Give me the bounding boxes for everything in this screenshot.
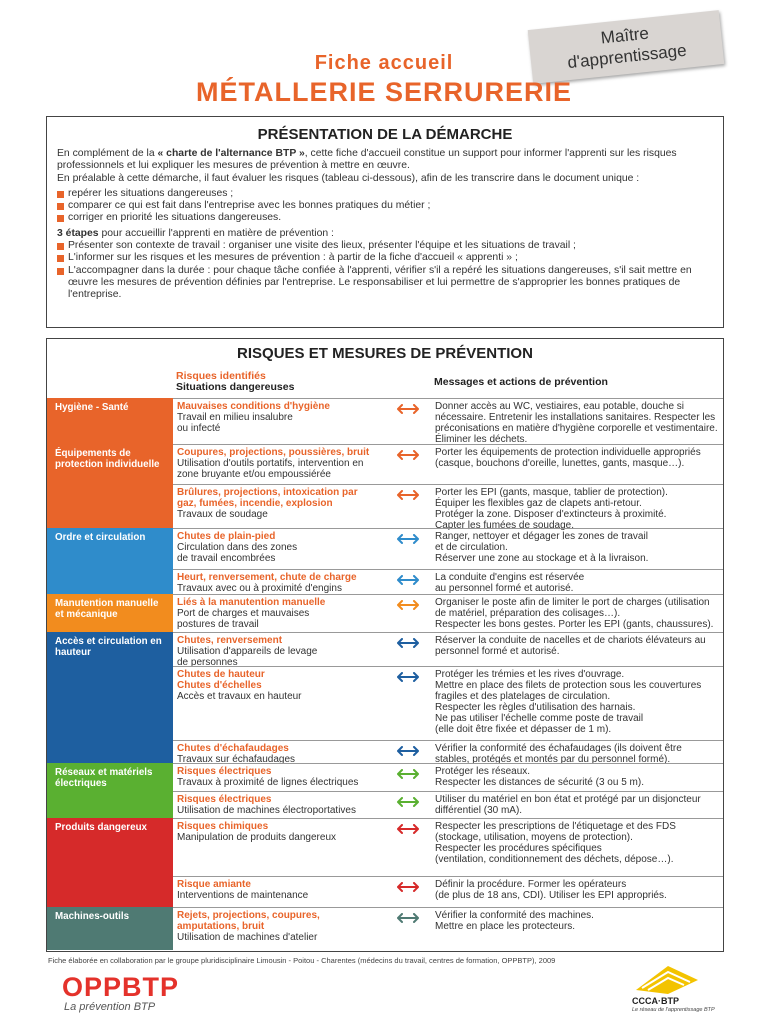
risk-title: Chutes, renversement <box>177 635 283 646</box>
credit-note: Fiche élaborée en collaboration par le groupe pluridisciplinaire Limousin - Poitou - Charentes (médecins du travail, centres de formation, OPPBTP), 2009 <box>48 956 556 965</box>
prevention-message: Ranger, nettoyer et dégager les zones de travail et de circulation. Réserver une zone au stockage et à la livraison. <box>435 531 649 564</box>
list-item: corriger en priorité les situations dangereuses. <box>57 212 715 224</box>
category-cell <box>47 398 173 444</box>
prevention-message: Vérifier la conformité des échafaudages (ils doivent être stables, protégés et montés par du personnel formé). <box>435 743 682 765</box>
category-cell <box>47 528 173 594</box>
table-row <box>173 818 723 877</box>
risk-situation: Utilisation d'appareils de levage de personnes <box>177 645 318 668</box>
category-label: Hygiène - Santé <box>55 402 129 413</box>
column-header-situations: Situations dangereuses <box>176 381 295 393</box>
prevention-message: Porter les EPI (gants, masque, tablier de protection). Équiper les flexibles gaz de clapets anti-retour. Protéger la zone. Disposer d'extincteurs à proximité. Capter les fumées de soudage. <box>435 487 668 531</box>
prevention-message: Porter les équipements de protection individuelle appropriés (casque, bouchons d'oreille, lunettes, gants, masque…). <box>435 447 701 469</box>
charte-name: « charte de l'alternance BTP » <box>157 148 305 159</box>
risk-situation: Travail en milieu insalubre ou infecté <box>177 411 293 434</box>
category-label: Accès et circulation en hauteur <box>55 636 162 658</box>
table-row <box>173 444 723 485</box>
double-arrow-icon <box>397 534 419 544</box>
risk-situation: Travaux à proximité de lignes électriques <box>177 776 359 788</box>
double-arrow-icon <box>397 638 419 648</box>
intro-paragraph <box>57 148 715 173</box>
badge-line-1: Maître <box>599 23 650 48</box>
table-row <box>173 398 723 445</box>
risk-title: Risques électriques <box>177 766 272 777</box>
risk-table-title: RISQUES ET MESURES DE PRÉVENTION <box>237 345 533 362</box>
risk-cell <box>177 795 377 817</box>
intro-paragraph-2: En préalable à cette démarche, il faut évaluer les risques (tableau ci-dessous), afin de les transcrire dans le document unique : <box>57 172 640 184</box>
risk-cell <box>177 822 377 844</box>
risk-table <box>46 338 724 952</box>
category-label: Produits dangereux <box>55 822 147 833</box>
category-label: Réseaux et matériels électriques <box>55 767 153 789</box>
category-cell <box>47 818 173 907</box>
steps-count: 3 étapes <box>57 227 99 239</box>
steps-heading <box>57 228 715 240</box>
risk-title: Coupures, projections, poussières, bruit <box>177 447 370 458</box>
prevention-message: Définir la procédure. Former les opérateurs (de plus de 18 ans, CDI). Utiliser les EPI appropriés. <box>435 879 667 901</box>
category-label: Ordre et circulation <box>55 532 146 543</box>
risk-situation: Port de charges et mauvaises postures de travail <box>177 607 310 630</box>
risk-situation: Interventions de maintenance <box>177 889 309 901</box>
page-subtitle: Fiche accueil <box>314 52 454 74</box>
list-item: L'accompagner dans la durée : pour chaque tâche confiée à l'apprenti, vérifier s'il a repéré les situations dangereuses, s'il sait mettre en œuvre les mesures de prévention définies par l'entreprise. Le responsabiliser et lui permettre de s'approprier les bonnes pratiques de l'entreprise. <box>57 265 715 302</box>
double-arrow-icon <box>397 600 419 610</box>
prevention-message: Donner accès au WC, vestiaires, eau potable, douche si nécessaire. Entretenir les installations sanitaires. Respecter les préconisations en matière d'hygiène corporelle et vestimentaire. Éliminer les déchets. <box>435 401 718 445</box>
intro-text-continued: , cette fiche d'accueil constitue un support pour informer l'apprenti sur les risques professionnels et lui expliquer les mesures de prévention à mettre en œuvre. <box>57 148 677 172</box>
risk-title: Risques chimiques <box>177 821 269 832</box>
ccca-logo-text: CCCA·BTP <box>632 996 679 1006</box>
double-arrow-icon <box>397 797 419 807</box>
risk-situation: Travaux avec ou à proximité d'engins <box>177 582 342 594</box>
risk-title: Risques électriques <box>177 794 272 805</box>
table-row <box>173 763 723 792</box>
category-label: Équipements de protection individuelle <box>55 448 160 470</box>
table-row <box>173 594 723 633</box>
double-arrow-icon <box>397 824 419 834</box>
table-row <box>173 484 723 531</box>
double-arrow-icon <box>397 490 419 500</box>
badge-line-2: d'apprentissage <box>566 40 688 73</box>
risk-cell <box>177 767 377 789</box>
double-arrow-icon <box>397 769 419 779</box>
risk-cell <box>177 402 377 435</box>
list-item: repérer les situations dangereuses ; <box>57 188 715 200</box>
risk-situation: Circulation dans des zones de travail encombrées <box>177 541 298 564</box>
risk-situation: Travaux de soudage <box>177 508 268 520</box>
table-row <box>173 876 723 908</box>
risk-cell <box>177 911 377 944</box>
double-arrow-icon <box>397 575 419 585</box>
double-arrow-icon <box>397 450 419 460</box>
risk-cell <box>177 573 377 595</box>
risk-cell <box>177 488 377 521</box>
prevention-message: Respecter les prescriptions de l'étiquetage et des FDS (stockage, utilisation, moyens de protection). Respecter les procédures spécifiques (ventilation, conditionnement des déchets, dépose…). <box>435 821 676 865</box>
risk-situation: Utilisation de machines électroportatives <box>177 804 356 816</box>
risk-title: Rejets, projections, coupures, amputations, bruit <box>177 910 320 932</box>
table-row <box>173 569 723 595</box>
category-label: Machines-outils <box>55 911 130 922</box>
category-cell <box>47 763 173 818</box>
risk-title: Chutes de plain-pied <box>177 531 276 542</box>
risk-title: Risque amiante <box>177 879 251 890</box>
presentation-section <box>46 116 724 328</box>
oppbtp-logo: OPPBTP <box>62 972 180 1002</box>
risk-title: Liés à la manutention manuelle <box>177 597 326 608</box>
risk-cell <box>177 880 377 902</box>
category-label: Manutention manuelle et mécanique <box>55 598 159 620</box>
risk-title: Chutes de hauteur Chutes d'échelles <box>177 669 265 691</box>
table-row <box>173 740 723 764</box>
table-row <box>173 666 723 741</box>
category-cell <box>47 594 173 632</box>
table-row <box>173 632 723 667</box>
table-row <box>173 528 723 570</box>
column-header-messages: Messages et actions de prévention <box>434 376 608 388</box>
double-arrow-icon <box>397 913 419 923</box>
risk-cell <box>177 532 377 565</box>
prevention-message: Utiliser du matériel en bon état et protégé par un disjoncteur différentiel (30 mA). <box>435 794 701 816</box>
double-arrow-icon <box>397 746 419 756</box>
prevention-message: Protéger les trémies et les rives d'ouvrage. Mettre en place des filets de protection sous les couvertures fragiles et des platelages de circulation. Respecter les règles d'utilisation des harnais. Ne pas utiliser l'échelle comme poste de travail (elle doit être fixée et dépasser de 1 m). <box>435 669 702 735</box>
double-arrow-icon <box>397 404 419 414</box>
double-arrow-icon <box>397 672 419 682</box>
prevention-message: Vérifier la conformité des machines. Mettre en place les protecteurs. <box>435 910 594 932</box>
table-row <box>173 791 723 819</box>
category-cell <box>47 632 173 763</box>
column-header-risks: Risques identifiés <box>176 370 266 382</box>
risk-title: Brûlures, projections, intoxication par gaz, fumées, incendie, explosion <box>177 487 358 509</box>
risk-situation: Manipulation de produits dangereux <box>177 831 336 843</box>
prevention-message: Organiser le poste afin de limiter le port de charges (utilisation de matériel, préparation des colisages…). Respecter les bons gestes. Porter les EPI (gants, chaussures). <box>435 597 714 630</box>
risk-title: Mauvaises conditions d'hygiène <box>177 401 330 412</box>
list-item: Présenter son contexte de travail : organiser une visite des lieux, présenter l'équipe et les situations de travail ; <box>57 240 715 252</box>
presentation-title: PRÉSENTATION DE LA DÉMARCHE <box>257 126 513 143</box>
risk-cell <box>177 636 377 669</box>
risk-situation: Travaux sur échafaudages <box>177 753 296 765</box>
risk-title: Heurt, renversement, chute de charge <box>177 572 357 583</box>
category-cell <box>47 907 173 950</box>
oppbtp-tagline: La prévention BTP <box>64 1001 156 1013</box>
page-title: MÉTALLERIE SERRURERIE <box>195 77 573 107</box>
risk-cell <box>177 598 377 631</box>
risk-title: Chutes d'échafaudages <box>177 743 289 754</box>
prevention-message: Protéger les réseaux. Respecter les distances de sécurité (3 ou 5 m). <box>435 766 644 788</box>
double-arrow-icon <box>397 882 419 892</box>
steps-text: pour accueillir l'apprenti en matière de prévention : <box>98 227 334 239</box>
risk-cell <box>177 448 377 481</box>
ccca-logo-icon <box>628 960 718 996</box>
risk-situation: Accès et travaux en hauteur <box>177 690 302 702</box>
intro-text: En complément de la <box>57 148 158 159</box>
table-row <box>173 907 723 951</box>
risk-situation: Utilisation de machines d'atelier <box>177 931 318 943</box>
risk-cell <box>177 670 377 703</box>
ccca-tagline: Le réseau de l'apprentissage BTP <box>632 1007 715 1013</box>
risk-situation: Utilisation d'outils portatifs, intervention en zone bruyante et/ou empoussiérée <box>177 457 364 480</box>
list-item: comparer ce qui est fait dans l'entreprise avec les bonnes pratiques du métier ; <box>57 200 715 212</box>
prevention-message: Réserver la conduite de nacelles et de chariots élévateurs au personnel formé et autorisé. <box>435 635 706 657</box>
list-item: L'informer sur les risques et les mesures de prévention : à partir de la fiche d'accueil « apprenti » ; <box>57 252 715 264</box>
prevention-message: La conduite d'engins est réservée au personnel formé et autorisé. <box>435 572 585 594</box>
presentation-body <box>57 148 715 302</box>
